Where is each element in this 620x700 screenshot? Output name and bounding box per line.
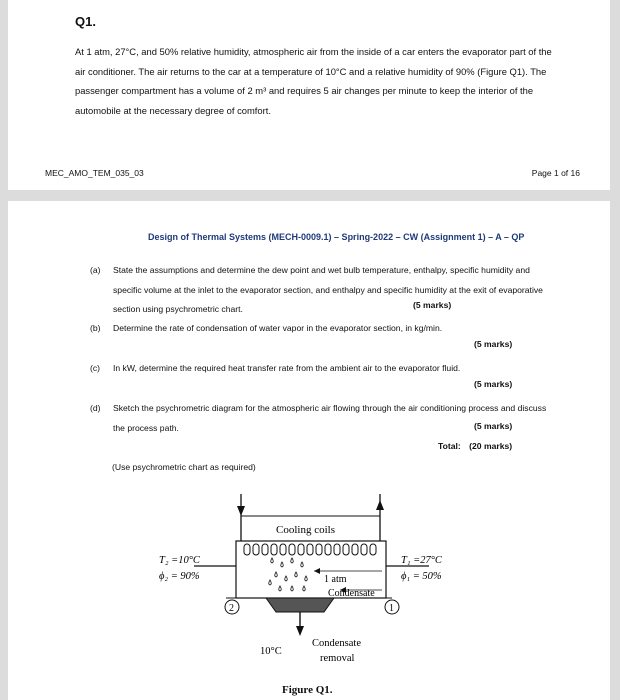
page-1 — [8, 0, 610, 190]
total-value: (20 marks) — [469, 441, 513, 451]
water-droplet — [291, 586, 294, 591]
question-intro: At 1 atm, 27°C, and 50% relative humidity, atmospheric air from the inside of a car enters the evaporator part of the air conditioner. The air returns to the car at a temperature of 10°C and a relative humidity of 90% (Figure Q1). The passenger compartment has a volume of 2 m³ and requires 5 air changes per minute to keep the interior of the automobile at the necessary degree of comfort. — [75, 46, 552, 116]
footer-doc-code: MEC_AMO_TEM_035_03 — [45, 168, 144, 178]
coil-loop — [289, 544, 295, 555]
part-c-marks: (5 marks) — [474, 379, 513, 389]
condensate-droplets — [269, 558, 308, 591]
state-2-number: 2 — [229, 603, 234, 614]
water-droplet — [275, 572, 278, 577]
coil-loop — [334, 544, 340, 555]
document-header: Design of Thermal Systems (MECH-0009.1) – Spring-2022 – CW (Assignment 1) – A – QP — [148, 232, 525, 242]
part-d-label: (d) — [90, 403, 101, 413]
water-droplet — [285, 576, 288, 581]
water-droplet — [295, 572, 298, 577]
state-1-humidity: ϕ₁ = 50% — [401, 571, 442, 582]
part-b-label: (b) — [90, 323, 101, 333]
coil-loop — [361, 544, 367, 555]
coil-loop — [307, 544, 313, 555]
figure-caption: Figure Q1. — [282, 684, 333, 696]
coil-loop — [325, 544, 331, 555]
coil-loop — [298, 544, 304, 555]
part-a-label: (a) — [90, 265, 101, 275]
chart-note: (Use psychrometric chart as required) — [112, 462, 256, 472]
drain-arrow — [296, 626, 304, 636]
part-c — [90, 359, 560, 379]
part-d-marks: (5 marks) — [474, 421, 513, 431]
question-label: Q1. — [75, 14, 96, 29]
coil-loop — [343, 544, 349, 555]
coil-loop — [262, 544, 268, 555]
part-c-label: (c) — [90, 363, 101, 373]
page-2 — [8, 201, 610, 700]
part-a-marks: (5 marks) — [413, 300, 452, 310]
water-droplet — [279, 586, 282, 591]
water-droplet — [281, 562, 284, 567]
total-label: Total: — [438, 441, 461, 451]
water-droplet — [271, 558, 274, 563]
coil-loop — [271, 544, 277, 555]
part-a — [90, 261, 560, 320]
coil-inlet-arrow — [237, 506, 245, 516]
state-1-temperature: T₁ =27°C — [401, 555, 442, 566]
condensate-removal-line2: removal — [320, 653, 355, 664]
water-droplet — [301, 562, 304, 567]
part-d — [90, 399, 560, 438]
part-a-text: State the assumptions and determine the dew point and wet bulb temperature, enthalpy, specific humidity and specific volume at the inlet to the evaporator section, and enthalpy and specific humidity at the exit of evaporative section using psychrometric chart. — [113, 265, 543, 314]
part-c-text: In kW, determine the required heat transfer rate from the ambient air to the evaporator fluid. — [113, 363, 461, 373]
coil-loop — [253, 544, 259, 555]
part-d-text: Sketch the psychrometric diagram for the atmospheric air flowing through the air conditioning process and discuss the process path. — [113, 403, 547, 433]
evaporator-figure — [154, 486, 444, 676]
coil-loop — [244, 544, 250, 555]
state-2-humidity: ϕ₂ = 90% — [159, 571, 200, 582]
condensate-pan — [266, 598, 334, 612]
coil-outlet-arrow — [376, 500, 384, 510]
footer-page-number: Page 1 of 16 — [531, 168, 580, 178]
state-1-number: 1 — [389, 603, 394, 614]
water-droplet — [269, 580, 272, 585]
coil-loop — [352, 544, 358, 555]
water-droplet — [303, 586, 306, 591]
coil-loop — [316, 544, 322, 555]
coil-loop — [370, 544, 376, 555]
coil-loop — [280, 544, 286, 555]
flow-arrowhead-1 — [314, 568, 320, 574]
water-droplet — [291, 558, 294, 563]
water-droplet — [305, 576, 308, 581]
part-b-text: Determine the rate of condensation of water vapor in the evaporator section, in kg/min. — [113, 323, 443, 333]
cooling-coils-label: Cooling coils — [276, 524, 335, 536]
condensate-removal-line1: Condensate — [312, 638, 361, 649]
coil-loops — [244, 544, 376, 555]
part-b — [90, 319, 560, 339]
outlet-temperature: 10°C — [260, 646, 282, 657]
state-2-temperature: T₂ =10°C — [159, 555, 200, 566]
condensate-label: Condensate — [328, 588, 375, 599]
total-marks — [438, 441, 512, 451]
part-b-marks: (5 marks) — [474, 339, 513, 349]
pressure-label: 1 atm — [324, 574, 347, 585]
